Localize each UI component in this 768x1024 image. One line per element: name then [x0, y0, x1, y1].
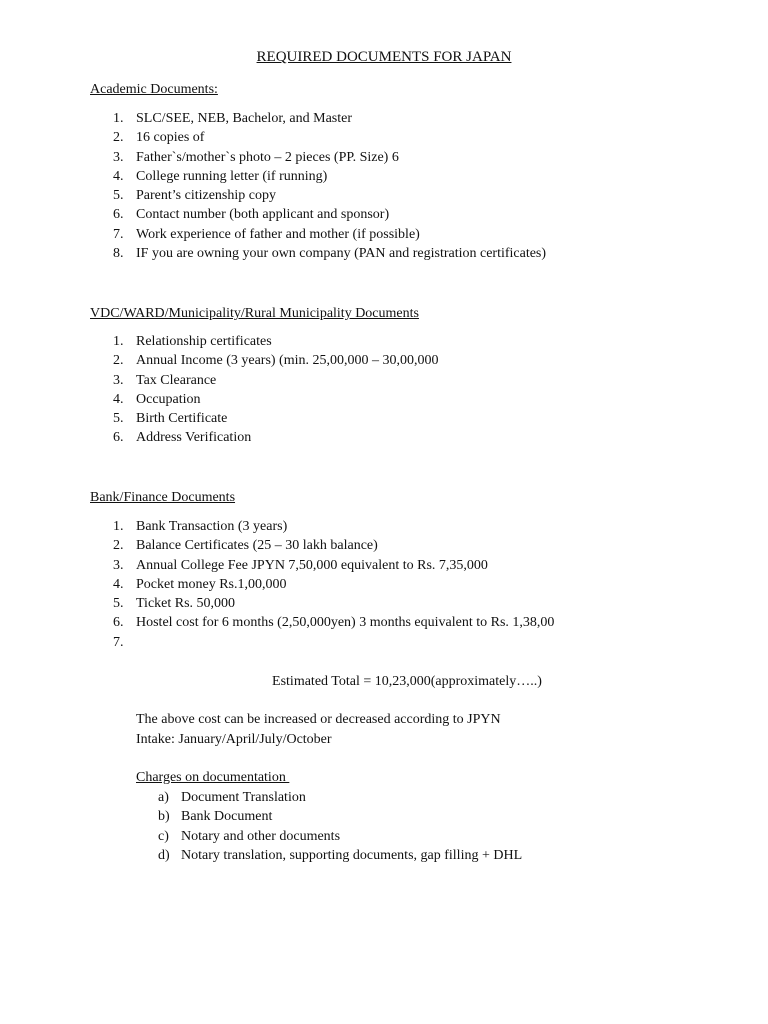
list-item [91, 428, 439, 447]
item-text: Work experience of father and mother (if possible) [136, 226, 420, 242]
vdc-list [91, 332, 439, 448]
item-text: Address Verification [136, 430, 252, 446]
bank-heading: Bank/Finance Documents [90, 490, 236, 505]
item-text: IF you are owning your own company (PAN and registration certificates) [136, 246, 547, 262]
list-item [91, 575, 554, 594]
list-item [91, 351, 439, 370]
item-letter: a) [158, 790, 169, 805]
list-item [91, 594, 554, 613]
item-text: Bank Transaction (3 years) [136, 519, 288, 534]
item-letter: d) [158, 847, 170, 863]
item-text: Tax Clearance [136, 372, 217, 388]
item-number: 1. [113, 334, 124, 349]
item-text: SLC/SEE, NEB, Bachelor, and Master [136, 111, 353, 126]
item-text: Annual College Fee JPYN 7,50,000 equivalent to Rs. 7,35,000 [136, 557, 488, 573]
item-text: Annual Income (3 years) (min. 25,00,000 – 30,00,000 [136, 353, 439, 369]
item-letter: c) [158, 828, 169, 844]
list-item [136, 846, 522, 865]
item-letter: b) [158, 809, 170, 825]
list-item [136, 807, 522, 826]
list-item [91, 244, 546, 263]
item-number: 6. [113, 207, 124, 223]
item-number: 5. [113, 411, 124, 427]
charges-heading: Charges on documentation [136, 770, 290, 785]
item-number: 7. [113, 634, 124, 650]
charges-list [136, 788, 522, 865]
item-number: 5. [113, 188, 124, 204]
item-text: Ticket Rs. 50,000 [136, 596, 236, 612]
item-number: 2. [113, 538, 124, 554]
item-number: 5. [113, 596, 124, 612]
item-number: 8. [113, 246, 124, 262]
item-text: 16 copies of [136, 130, 205, 146]
list-item [91, 409, 439, 428]
bank-list [91, 517, 555, 650]
item-number: 6. [113, 430, 124, 446]
item-number: 4. [113, 576, 124, 592]
item-number: 2. [113, 353, 124, 369]
item-text: College running letter (if running) [136, 168, 328, 184]
list-item [91, 186, 546, 205]
item-text: Occupation [136, 391, 201, 407]
item-text: Relationship certificates [136, 334, 272, 349]
item-number: 3. [113, 149, 124, 165]
item-number: 1. [113, 519, 124, 534]
item-number: 6. [113, 615, 124, 631]
item-text: Contact number (both applicant and sponsor) [136, 207, 390, 223]
document-title: REQUIRED DOCUMENTS FOR JAPAN [256, 49, 512, 65]
list-item [91, 517, 554, 536]
item-number: 1. [113, 111, 124, 126]
list-item [91, 205, 546, 224]
item-text: Notary translation, supporting documents, gap filling + DHL [181, 847, 523, 863]
item-text: Birth Certificate [136, 411, 228, 427]
list-item [91, 332, 439, 351]
list-item [91, 613, 554, 632]
intake-note: Intake: January/April/July/October [136, 732, 332, 747]
list-item [91, 371, 439, 390]
list-item [91, 128, 546, 147]
item-text: Parent’s citizenship copy [136, 188, 276, 204]
list-item [91, 390, 439, 409]
item-text: Bank Document [181, 809, 273, 825]
item-text: Balance Certificates (25 – 30 lakh balance) [136, 538, 378, 554]
item-text: Hostel cost for 6 months (2,50,000yen) 3 months equivalent to Rs. 1,38,00 [136, 615, 555, 631]
estimated-total: Estimated Total = 10,23,000(approximately…..) [272, 674, 542, 689]
list-item [91, 148, 546, 167]
list-item [91, 225, 546, 244]
item-text: Document Translation [181, 790, 306, 805]
list-item [136, 827, 522, 846]
item-number: 4. [113, 168, 124, 184]
list-item [91, 109, 546, 128]
item-number: 3. [113, 557, 124, 573]
vdc-heading: VDC/WARD/Municipality/Rural Municipality Documents [90, 306, 419, 321]
item-number: 3. [113, 372, 124, 388]
cost-note: The above cost can be increased or decreased according to JPYN [136, 712, 501, 727]
item-number: 2. [113, 130, 124, 146]
academic-list [91, 109, 546, 263]
list-item [91, 556, 554, 575]
list-item [91, 536, 554, 555]
item-number: 4. [113, 391, 124, 407]
list-item [136, 788, 522, 807]
item-number: 7. [113, 226, 124, 242]
academic-heading: Academic Documents: [90, 82, 218, 97]
list-item [91, 167, 546, 186]
item-text: Notary and other documents [181, 828, 341, 844]
item-text: Pocket money Rs.1,00,000 [136, 576, 287, 592]
item-text: Father`s/mother`s photo – 2 pieces (PP. Size) 6 [136, 149, 399, 165]
